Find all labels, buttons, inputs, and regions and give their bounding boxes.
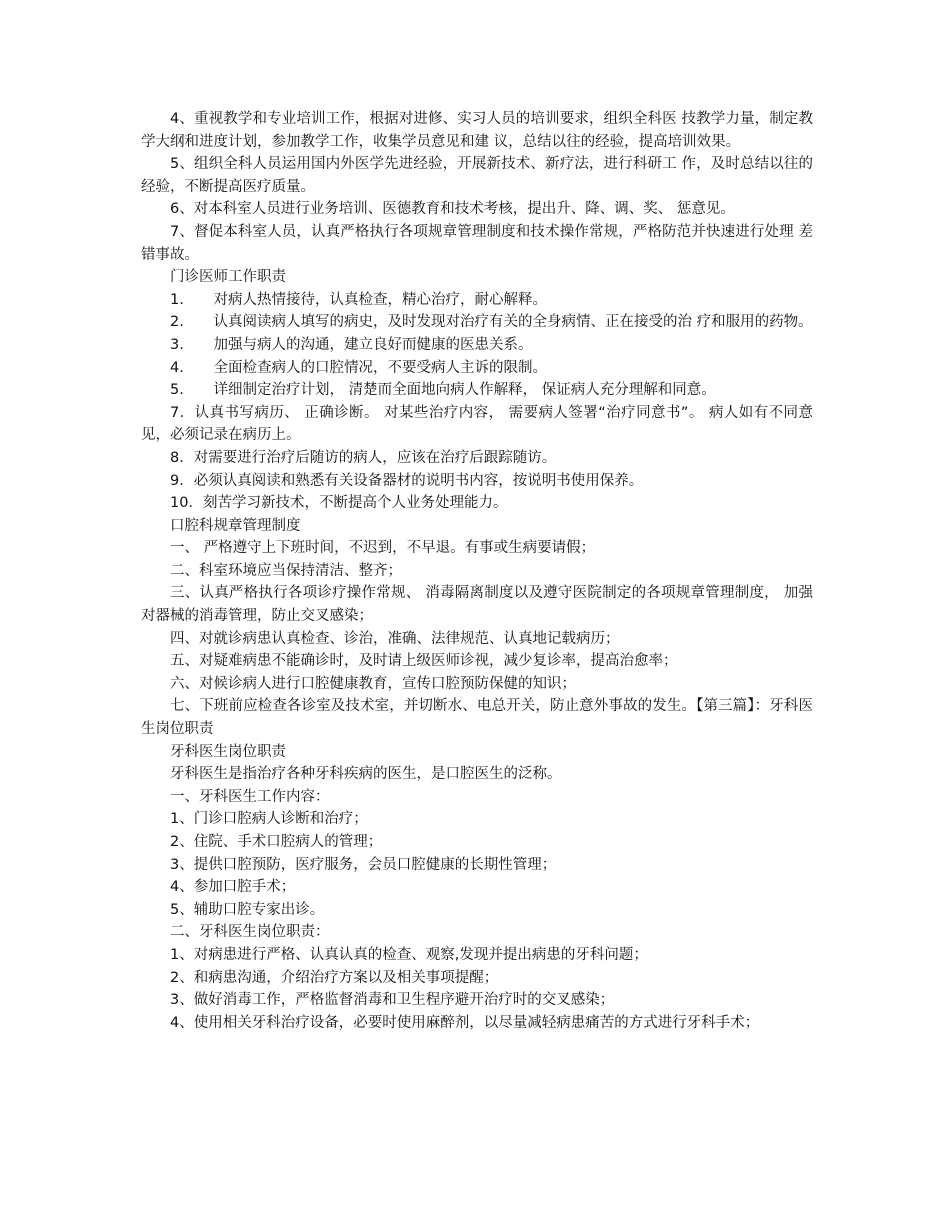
list-item: 4、参加口腔手术；	[170, 879, 296, 896]
paragraph: 7、督促本科室人员，认真严格执行各项规章管理制度和技术操作常规，严格防范并快速进行处理 差错事故。	[141, 223, 813, 263]
list-item-number: 1.	[170, 291, 184, 308]
list-item	[141, 379, 813, 402]
paragraph: 5、组织全科人员运用国内外医学先进经验，开展新技术、新疗法，进行科研工 作，及时总结以往的经验，不断提高医疗质量。	[141, 156, 813, 195]
list-item-text: 对病人热情接待，认真检查，精心治疗，耐心解释。	[213, 291, 547, 308]
list-item: 2、住院、手术口腔病人的管理；	[170, 834, 383, 850]
list-item-text: 加强与病人的沟通，建立良好而健康的医患关系。	[213, 336, 533, 353]
paragraph: 四、对就诊病患认真检查、诊治，准确、法律规范、认真地记载病历；	[170, 630, 620, 647]
paragraph: 三、认真严格执行各项诊疗操作常规、 消毒隔离制度以及遵守医院制定的各项规章管理制度， 加强对器械的消毒管理，防止交叉感染；	[141, 585, 813, 625]
list-item-number: 4.	[170, 359, 184, 376]
paragraph: 7．认真书写病历、 正确诊断。 对某些治疗内容， 需要病人签署“治疗同意书”。 病人如有不同意见，必须记录在病历上。	[141, 404, 813, 444]
list-item-text: 全面检查病人的口腔情况，不要受病人主诉的限制。	[213, 359, 547, 376]
list-item-number: 2.	[170, 314, 184, 331]
paragraph: 8．对需要进行治疗后随访的病人，应该在治疗后跟踪随访。	[170, 449, 557, 466]
paragraph: 六、对候诊病人进行口腔健康教育，宣传口腔预防保健的知识；	[170, 675, 576, 692]
list-item-number: 3.	[170, 336, 184, 353]
list-item	[141, 357, 813, 380]
paragraph: 6、对本科室人员进行业务培训、医德教育和技术考核，提出升、降、调、奖、 惩意见。	[170, 201, 735, 218]
list-item-text: 认真阅读病人填写的病史，及时发现对治疗有关的全身病情、正在接受的治 疗和服用的药物。	[213, 314, 813, 331]
list-item: 4、使用相关牙科治疗设备，必要时使用麻醉剂，以尽量减轻病患痛苦的方式进行牙科手术；	[170, 1014, 760, 1031]
list-item-text: 详细制定治疗计划， 清楚而全面地向病人作解释， 保证病人充分理解和同意。	[213, 382, 716, 399]
paragraph: 牙科医生是指治疗各种牙科疾病的医生，是口腔医生的泛称。	[170, 766, 562, 783]
paragraph: 9．必须认真阅读和熟悉有关设备器材的说明书内容，按说明书使用保养。	[170, 472, 644, 489]
list-item: 5、辅助口腔专家出诊。	[170, 901, 325, 918]
paragraph: 4、重视教学和专业培训工作，根据对进修、实习人员的培训要求，组织全科医 技教学力量，制定教学大纲和进度计划，参加教学工作，收集学员意见和建 议，总结以往的经验，提高培训效果。	[141, 111, 813, 150]
paragraph: 二、科室环境应当保持清洁、整齐；	[170, 562, 402, 579]
subsection-title: 一、牙科医生工作内容：	[170, 788, 330, 805]
list-item: 2、和病患沟通，介绍治疗方案以及相关事项提醒；	[170, 969, 499, 986]
list-item: 1、对病患进行严格、认真认真的检查、观察,发现并提出病患的牙科问题；	[170, 946, 648, 963]
list-item-number: 5.	[170, 382, 184, 399]
list-item: 3、做好消毒工作，严格监督消毒和卫生程序避开治疗时的交叉感染；	[170, 992, 615, 1009]
list-item	[141, 289, 813, 312]
section-title-outpatient: 门诊医师工作职责	[170, 269, 286, 286]
paragraph: 10．刻苦学习新技术，不断提高个人业务处理能力。	[170, 495, 508, 512]
paragraph: 五、对疑难病患不能确诊时，及时请上级医师诊视，减少复诊率，提高治愈率；	[170, 653, 678, 670]
list-item: 1、门诊口腔病人诊断和治疗；	[170, 811, 368, 828]
paragraph: 一、 严格遵守上下班时间，不迟到，不早退。有事或生病要请假；	[170, 540, 596, 557]
list-item: 3、提供口腔预防，医疗服务，会员口腔健康的长期性管理；	[170, 856, 557, 873]
document-page	[141, 108, 813, 1034]
paragraph: 七、下班前应检查各诊室及技术室，并切断水、电总开关，防止意外事故的发生。【第三篇】：牙科医生岗位职责	[141, 698, 813, 738]
section-title-rules: 口腔科规章管理制度	[170, 517, 301, 534]
section-title-dentist: 牙科医生岗位职责	[170, 743, 286, 760]
list-item	[141, 311, 813, 334]
list-item	[141, 334, 813, 357]
subsection-title: 二、牙科医生岗位职责：	[170, 924, 330, 941]
